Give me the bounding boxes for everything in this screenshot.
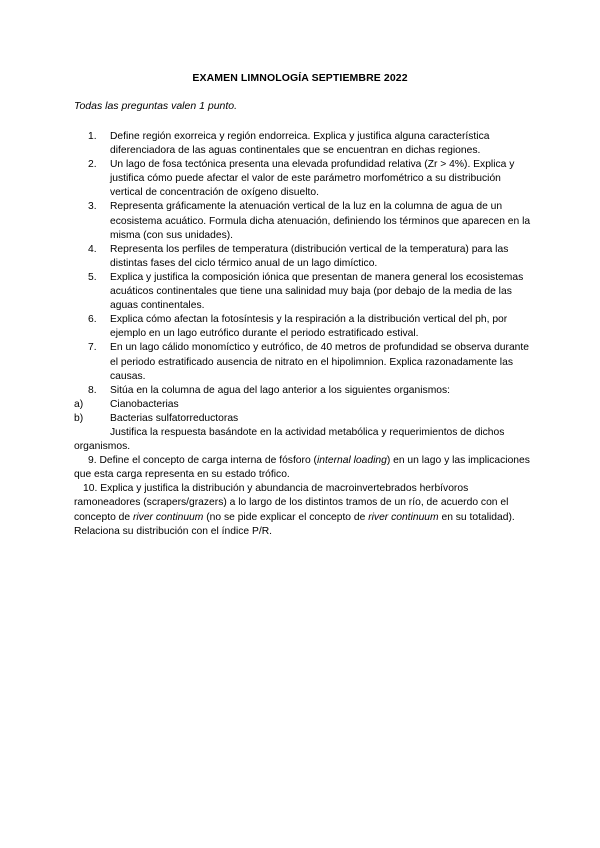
question-term: river continuum	[132, 511, 204, 523]
question-number: 6.	[88, 314, 97, 326]
question-text: (no se pide explicar el concepto de	[203, 511, 369, 523]
option-text: Bacterias sulfatorreductoras	[110, 412, 239, 424]
question-8-option-b	[74, 412, 534, 426]
question-2	[74, 158, 534, 200]
question-8	[74, 384, 534, 398]
question-text: Explica y justifica la distribución y abundancia de macroinvertebrados herbívoros ramoneadores (scrapers/grazers) a lo largo de los distintos tramos de un río, de acuerdo con el concepto de	[74, 483, 509, 523]
question-number: 3.	[88, 201, 97, 213]
exam-instructions: Todas las preguntas valen 1 punto.	[74, 100, 238, 112]
question-text: ) en un lago y las implicaciones que esta carga representa en su estado trófico.	[74, 455, 530, 481]
question-number: 7.	[88, 342, 97, 354]
question-text: Define región exorreica y región endorreica. Explica y justifica alguna característica diferenciadora de las aguas continentales que se encuentran en dichas regiones.	[110, 131, 490, 157]
question-number: 5.	[88, 271, 97, 283]
question-3	[74, 200, 534, 242]
question-text: Sitúa en la columna de agua del lago anterior a los siguientes organismos:	[110, 384, 451, 396]
question-number: 8.	[88, 384, 97, 396]
question-10	[74, 482, 534, 538]
question-text: En un lago cálido monomíctico y eutrófico, de 40 metros de profundidad se observa durante el periodo estratificado ausencia de nitrato en el hipolimnion. Explica razonadamente las causas.	[110, 342, 529, 382]
question-4	[74, 243, 534, 271]
question-text: Explica y justifica la composición iónica que presentan de manera general los ecosistemas acuáticos continentales que tiene una salinidad muy baja (por debajo de la media de las aguas continentales.	[110, 271, 524, 312]
option-text: Cianobacterias	[110, 398, 179, 410]
question-term: river continuum	[368, 511, 439, 523]
question-7	[74, 341, 534, 383]
question-term: internal loading	[316, 455, 387, 467]
question-5	[74, 271, 534, 313]
question-number: 10.	[83, 483, 98, 495]
question-text: Define el concepto de carga interna de fósforo (	[99, 455, 317, 467]
question-number: 1.	[88, 131, 97, 142]
question-text: Representa gráficamente la atenuación vertical de la luz en la columna de agua de un ecosistema acuático. Formula dicha atenuación, definiendo los términos que aparecen en la misma (con sus unidades).	[110, 201, 531, 241]
question-1	[74, 130, 534, 158]
question-8-option-a	[74, 398, 534, 412]
question-number: 4.	[88, 243, 97, 255]
question-6	[74, 313, 534, 341]
question-9	[74, 454, 534, 482]
option-letter: a)	[74, 398, 84, 410]
question-text: Explica cómo afectan la fotosíntesis y la respiración a la distribución vertical del ph, por ejemplo en un lago eutrófico durante el periodo estratificado estival.	[110, 314, 508, 340]
question-number: 9.	[88, 455, 97, 467]
option-letter: b)	[74, 412, 84, 424]
question-number: 2.	[88, 159, 97, 171]
question-text: en su totalidad). Relaciona su distribución con el índice P/R.	[74, 511, 515, 537]
question-8-continuation: Justifica la respuesta basándote en la actividad metabólica y requerimientos de dichos organismos.	[74, 426, 505, 453]
question-text: Un lago de fosa tectónica presenta una elevada profundidad relativa (Zr > 4%). Explica y justifica cómo puede afectar el valor de este parámetro morfométrico a su distribución vertical de concentración de oxígeno disuelto.	[110, 159, 515, 199]
question-text: Representa los perfiles de temperatura (distribución vertical de la temperatura) para las distintas fases del ciclo térmico anual de un lago dimíctico.	[110, 243, 509, 269]
question-list	[74, 130, 534, 539]
page-title: EXAMEN LIMNOLOGÍA SEPTIEMBRE 2022	[192, 72, 408, 84]
